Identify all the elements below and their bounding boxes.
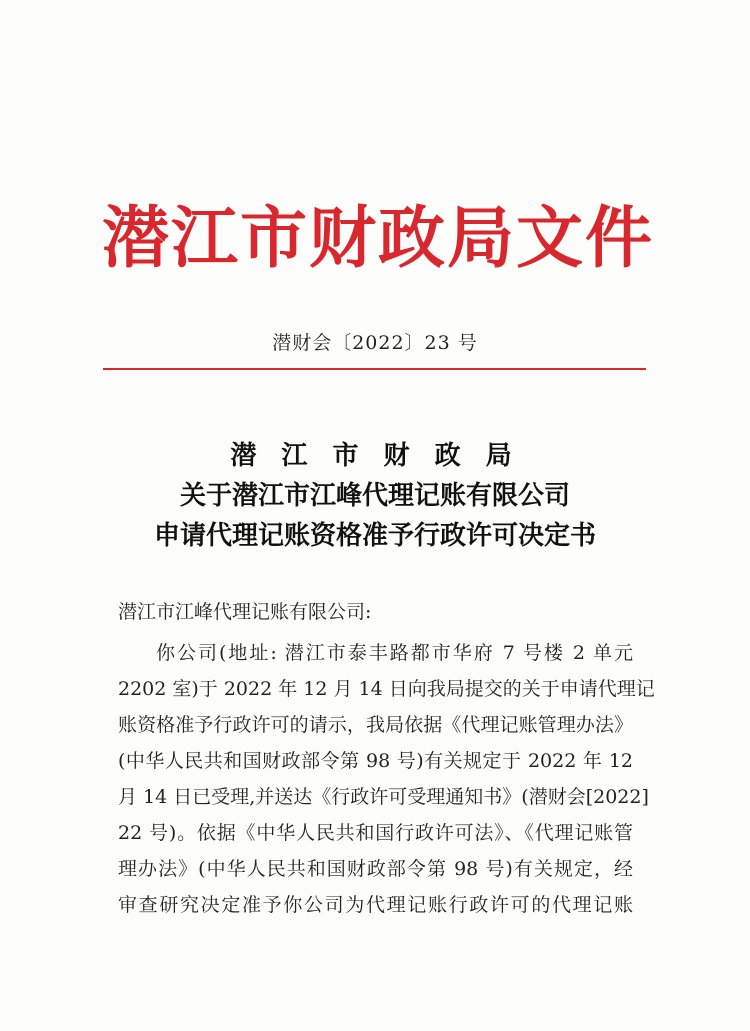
document-number: 潜财会〔2022〕23 号 [272,332,478,354]
body-line: 你公司(地址: 潜江市泰丰路都市华府 7 号楼 2 单元 [156,642,633,664]
salutation: 潜江市江峰代理记账有限公司: [118,601,372,623]
title-line-3: 申请代理记账资格准予行政许可决定书 [153,521,596,551]
body-line: (中华人民共和国财政部令第 98 号)有关规定于 2022 年 12 [118,750,633,772]
title-line-2: 关于潜江市江峰代理记账有限公司 [179,481,570,511]
title-line-1: 潜 江 市 财 政 局 [230,441,520,471]
body-line: 账资格准予行政许可的请示，我局依据《代理记账管理办法》 [118,714,633,736]
body-line: 审查研究决定准予你公司为代理记账行政许可的代理记账 [118,894,633,916]
body-line: 22 号)。依据《中华人民共和国行政许可法》、《代理记账管 [118,822,633,844]
body-line: 理办法》(中华人民共和国财政部令第 98 号)有关规定，经 [118,858,633,880]
body-line: 月 14 日已受理,并送达《行政许可受理通知书》(潜财会[2022] [118,786,649,808]
red-divider-line [103,368,646,370]
document-title [0,436,750,556]
masthead-title: 潜江市财政局文件 [102,199,654,277]
body-paragraph [118,635,655,923]
body-line: 2202 室)于 2022 年 12 月 14 日向我局提交的关于申请代理记 [118,678,655,700]
